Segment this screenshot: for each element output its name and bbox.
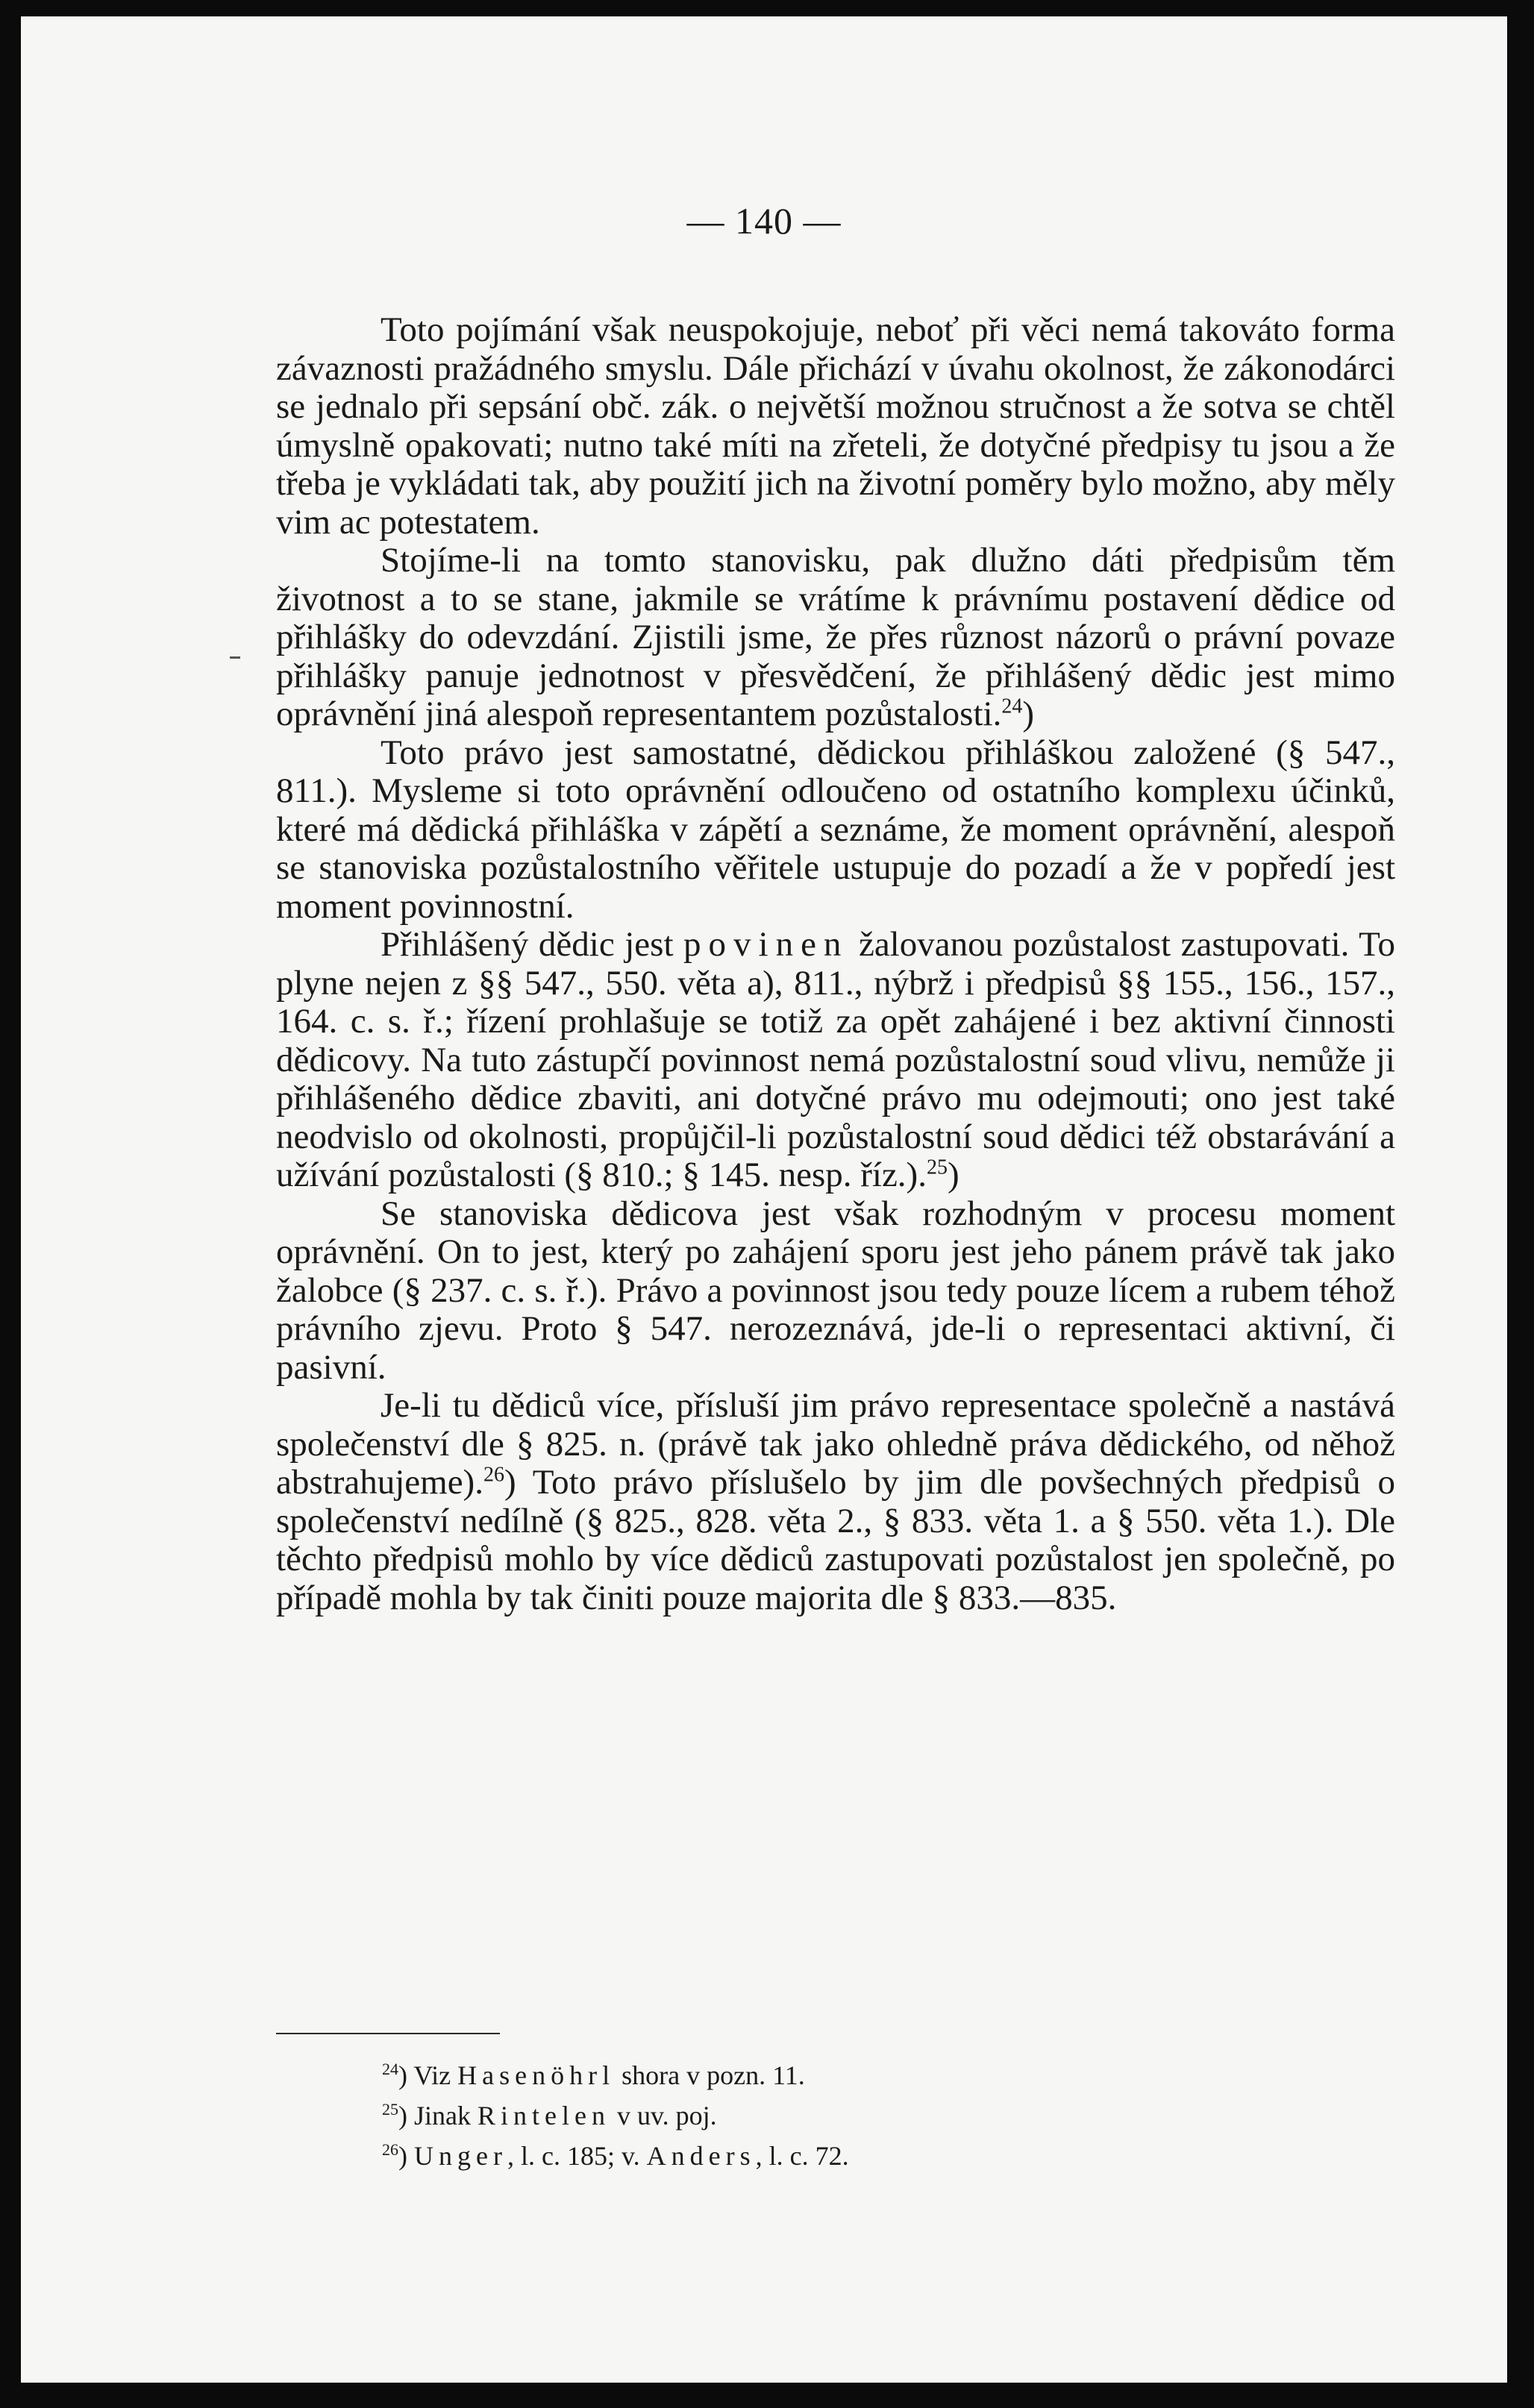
author-name: Hasenöhrl — [457, 2060, 616, 2090]
body-text — [276, 311, 1395, 1617]
paragraph-5: Se stanoviska dědicova jest však rozhodným v procesu moment oprávnění. On to jest, který po zahájení sporu jest jeho pánem právě tak jako žalobce (§ 237. c. s. ř.). Právo a povinnost jsou tedy pouze lícem a rubem téhož právního zjevu. Proto § 547. nerozeznává, jde-li o representaci aktivní, či pasivní. — [276, 1194, 1395, 1387]
footnote-text: , l. c. 72. — [755, 2141, 849, 2171]
paragraph-4: Přihlášený dědic jest povinen žalovanou pozůstalost zastupovati. To plyne nejen z §§ 547., 550. věta a), 811., nýbrž i předpisů §§ 155., 156., 157., 164. c. s. ř.; řízení prohlašuje se totiž za opět zahájené i bez aktivní činnosti dědicovy. Na tuto zástupčí povinnost nemá pozůstalostní soud vlivu, nemůže ji přihlášeného dědice zbaviti, ani dotyčné právo mu odejmouti; ono jest také neodvislo od okolnosti, propůjčil-li pozůstalostní soud dědici též obstarávání a užívání pozůstalosti (§ 810.; § 145. nesp. říz.).$^{25}$) — [276, 925, 1395, 1194]
footnote-text: v uv. poj. — [610, 2101, 717, 2130]
paragraph-6-text: Toto právo příslušelo by jim dle povšechných předpisů o společenství nedílně (§ 825., 828. věta 2., § 833. věta 1. a § 550. věta 1.). Dle těchto předpisů mohlo by více dědiců zastupovati pozůstalost jen společně, po případě mohla by tak činiti pouze majorita dle § 833.—835. — [276, 1463, 1396, 1617]
margin-mark — [230, 656, 240, 659]
footnote-24 — [382, 2055, 1352, 2095]
footnotes — [382, 2055, 1352, 2176]
author-name: Unger — [414, 2141, 507, 2171]
footnote-26 — [382, 2136, 1352, 2176]
footnote-ref-25: 25 — [926, 1156, 948, 1179]
emphasis-povinen: povinen — [683, 925, 849, 964]
paragraph-2-text: Stojíme-li na tomto stanovisku, pak dlužno dáti předpisům těm životnost a to se stane, jakmile se vrátíme k právnímu postavení dědice od přihlášky do odevzdání. Zjistili jsme, že přes různost názorů o právní povaze přihlášky panuje jednotnost v přesvědčení, že přihlášený dědic jest mimo oprávnění jiná alespoň representantem pozůstalosti. — [276, 541, 1395, 733]
document-page — [21, 16, 1507, 2383]
footnote-text: ) Jinak — [398, 2101, 478, 2130]
footnote-ref-24: 24 — [1001, 695, 1023, 718]
author-name: Rintelen — [477, 2101, 610, 2130]
footnote-text: , l. c. 185; v. — [507, 2141, 647, 2171]
author-name: Anders — [646, 2141, 756, 2171]
paragraph-6: Je-li tu dědiců více, přísluší jim právo representace společně a nastává společenství dle § 825. n. (právě tak jako ohledně práva dědického, od něhož abstrahujeme).$^{26}$) Toto právo příslušelo by jim dle povšechných předpisů o společenství nedílně (§ 825., 828. věta 2., § 833. věta 1. a § 550. věta 1.). Dle těchto předpisů mohlo by více dědiců zastupovati pozůstalost jen společně, po případě mohla by tak činiti pouze majorita dle § 833.—835. — [276, 1386, 1396, 1617]
paragraph-3: Toto právo jest samostatné, dědickou přihláškou založené (§ 547., 811.). Mysleme si toto oprávnění odloučeno od ostatního komplexu účinků, které má dědická přihláška v zápětí a seznáme, že moment oprávnění, alespoň se stanoviska pozůstalostního věřitele ustupuje do pozadí a že v popředí jest moment povinnostní. — [276, 733, 1395, 926]
footnote-text: ) — [398, 2141, 414, 2171]
paragraph-4-start: Přihlášený dědic jest — [381, 925, 674, 964]
page-number: — 140 — — [686, 200, 842, 242]
footnote-mark: 26 — [382, 2140, 398, 2159]
footnote-divider — [276, 2033, 500, 2034]
paragraph-1: Toto pojímání však neuspokojuje, neboť při věci nemá takováto forma závaznosti pražádného smyslu. Dále přichází v úvahu okolnost, že zákonodárci se jednalo při sepsání obč. zák. o největší možnou stručnost a že sotva se chtěl úmyslně opakovati; nutno také míti na zřeteli, že dotyčné předpisy tu jsou a že třeba je vykládati tak, aby použití jich na životní poměry bylo možno, aby měly vim ac potestatem. — [276, 310, 1395, 542]
paragraph-6-start: Je-li tu dědiců více, přísluší jim právo representace společně a nastává společenství dle § 825. n. (právě tak jako ohledně práva dědického, od něhož abstrahujeme). — [276, 1386, 1395, 1502]
footnote-ref-26: 26 — [483, 1463, 504, 1487]
footnote-25 — [382, 2095, 1352, 2136]
footnote-mark: 25 — [382, 2100, 398, 2119]
footnote-text: shora v pozn. 11. — [615, 2060, 805, 2090]
paragraph-2: Stojíme-li na tomto stanovisku, pak dlužno dáti předpisům těm životnost a to se stane, jakmile se vrátíme k právnímu postavení dědice od přihlášky do odevzdání. Zjistili jsme, že přes různost názorů o právní povaze přihlášky panuje jednotnost v přesvědčení, že přihlášený dědic jest mimo oprávnění jiná alespoň representantem pozůstalosti.$^{24}$) — [276, 541, 1395, 733]
paragraph-4-text: žalovanou pozůstalost zastupovati. To plyne nejen z §§ 547., 550. věta a), 811., nýbrž i předpisů §§ 155., 156., 157., 164. c. s. ř.; řízení prohlašuje se totiž za opět zahájené i bez aktivní činnosti dědicovy. Na tuto zástupčí povinnost nemá pozůstalostní soud vlivu, nemůže ji přihlášeného dědice zbaviti, ani dotyčné právo mu odejmouti; ono jest také neodvislo od okolnosti, propůjčil-li pozůstalostní soud dědici též obstarávání a užívání pozůstalosti (§ 810.; § 145. nesp. říz.). — [276, 925, 1395, 1194]
footnote-mark: 24 — [382, 2060, 398, 2078]
footnote-text: ) Viz — [398, 2060, 458, 2090]
